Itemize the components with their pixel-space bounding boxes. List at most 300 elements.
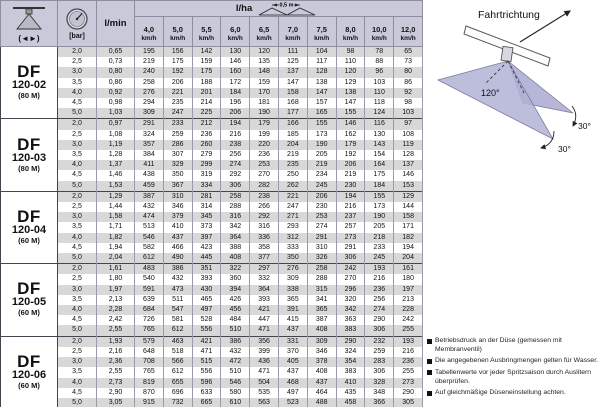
note-item	[427, 369, 599, 387]
flow-cell: 2,55	[97, 367, 135, 377]
rate-cell: 96	[365, 67, 394, 77]
rate-cell: 388	[221, 243, 250, 253]
rate-cell: 432	[221, 347, 250, 357]
rate-cell: 915	[135, 398, 164, 407]
rate-cell: 299	[192, 160, 221, 170]
rate-cell: 97	[394, 119, 423, 130]
rate-cell: 270	[250, 170, 279, 180]
pressure-cell: 4,5	[58, 315, 97, 325]
rate-cell: 190	[250, 108, 279, 119]
rate-cell: 110	[336, 57, 365, 67]
rate-cell: 510	[221, 367, 250, 377]
flow-cell: 1,44	[97, 202, 135, 212]
rate-cell: 193	[365, 264, 394, 275]
nozzle-spacing-icon	[257, 1, 321, 16]
speed-header-12-0: 12,0 km/h	[394, 17, 423, 47]
pressure-cell: 3,0	[58, 67, 97, 77]
rate-cell: 430	[192, 285, 221, 295]
pressure-cell: 3,0	[58, 140, 97, 150]
rate-cell: 610	[221, 398, 250, 407]
rate-cell: 256	[221, 150, 250, 160]
spacing-label: 0,5 m	[279, 2, 294, 9]
data-row	[1, 202, 423, 212]
rate-cell: 363	[336, 315, 365, 325]
rate-cell: 471	[250, 367, 279, 377]
rate-cell: 292	[250, 212, 279, 222]
rate-cell: 247	[278, 202, 307, 212]
flow-cell: 0,86	[97, 78, 135, 88]
rate-cell: 612	[135, 253, 164, 264]
data-row	[1, 305, 423, 315]
rate-cell: 180	[394, 274, 423, 284]
rate-cell: 253	[250, 160, 279, 170]
data-row	[1, 315, 423, 325]
rate-cell: 437	[163, 233, 192, 243]
rate-cell: 135	[250, 57, 279, 67]
rate-cell: 497	[192, 305, 221, 315]
rate-cell: 315	[307, 285, 336, 295]
data-row	[1, 191, 423, 202]
pressure-cell: 5,0	[58, 325, 97, 336]
note-text: Betriebsdruck an der Düse (gemessen mit Membranventil)	[435, 337, 562, 353]
pressure-cell: 4,5	[58, 243, 97, 253]
rate-cell: 819	[135, 378, 164, 388]
rate-cell: 147	[278, 78, 307, 88]
rate-cell: 345	[192, 212, 221, 222]
flow-cell: 1,80	[97, 274, 135, 284]
rate-cell: 266	[250, 202, 279, 212]
rate-cell: 177	[278, 108, 307, 119]
rate-cell: 556	[192, 325, 221, 336]
rate-cell: 179	[250, 119, 279, 130]
rate-cell: 274	[307, 222, 336, 232]
rate-cell: 310	[307, 243, 336, 253]
pressure-cell: 4,0	[58, 378, 97, 388]
flow-cell: 2,28	[97, 305, 135, 315]
rate-cell: 547	[163, 305, 192, 315]
rate-cell: 98	[394, 98, 423, 108]
rate-cell: 437	[278, 325, 307, 336]
rate-cell: 146	[221, 57, 250, 67]
rate-cell: 488	[307, 398, 336, 407]
rate-cell: 350	[278, 253, 307, 264]
rate-cell: 129	[336, 78, 365, 88]
rate-cell: 205	[365, 222, 394, 232]
pressure-cell: 2,0	[58, 119, 97, 130]
pressure-cell: 2,0	[58, 191, 97, 202]
rate-cell: 484	[221, 315, 250, 325]
rate-cell: 510	[221, 325, 250, 336]
flow-cell: 1,71	[97, 222, 135, 232]
data-row	[1, 295, 423, 305]
rate-cell: 283	[365, 357, 394, 367]
bullet-square-icon	[427, 370, 432, 375]
rate-cell: 379	[163, 212, 192, 222]
rate-cell: 612	[163, 325, 192, 336]
rate-cell: 497	[278, 388, 307, 398]
rate-cell: 387	[135, 191, 164, 202]
flow-cell: 0,97	[97, 119, 135, 130]
rate-cell: 297	[250, 264, 279, 275]
rate-cell: 436	[250, 357, 279, 367]
rate-cell: 432	[163, 274, 192, 284]
rate-cell: 296	[336, 285, 365, 295]
pressure-cell: 2,5	[58, 274, 97, 284]
flow-cell: 1,03	[97, 108, 135, 119]
rate-cell: 377	[250, 253, 279, 264]
rate-cell: 206	[163, 78, 192, 88]
rate-cell: 238	[250, 191, 279, 202]
rate-cell: 579	[135, 336, 164, 347]
nozzle-cap-icon: (◄►)	[18, 33, 40, 43]
rate-cell: 156	[163, 47, 192, 58]
nozzle-label-120-03: DF 120-03 (80 M)	[1, 119, 58, 191]
rate-cell: 282	[250, 181, 279, 192]
rate-cell: 411	[135, 160, 164, 170]
rate-cell: 270	[336, 274, 365, 284]
rate-cell: 159	[250, 78, 279, 88]
rate-cell: 234	[307, 170, 336, 180]
pressure-cell: 5,0	[58, 253, 97, 264]
note-item	[427, 337, 599, 355]
data-row	[1, 388, 423, 398]
rate-cell: 288	[221, 202, 250, 212]
rate-cell: 358	[250, 243, 279, 253]
rate-cell: 726	[135, 315, 164, 325]
rate-cell: 474	[135, 212, 164, 222]
rate-cell: 164	[365, 160, 394, 170]
rate-cell: 334	[192, 181, 221, 192]
rate-cell: 546	[221, 378, 250, 388]
rate-cell: 137	[394, 160, 423, 170]
rate-cell: 393	[192, 274, 221, 284]
rate-cell: 408	[307, 367, 336, 377]
rate-cell: 580	[221, 388, 250, 398]
rate-cell: 458	[336, 398, 365, 407]
nozzle-fan-icon	[7, 5, 51, 33]
rate-cell: 196	[221, 98, 250, 108]
rate-cell: 563	[250, 398, 279, 407]
rate-cell: 596	[192, 378, 221, 388]
data-row	[1, 88, 423, 98]
rate-cell: 464	[307, 388, 336, 398]
data-row	[1, 233, 423, 243]
data-row	[1, 398, 423, 407]
rate-cell: 193	[394, 336, 423, 347]
rate-cell: 356	[250, 336, 279, 347]
rate-cell: 219	[135, 57, 164, 67]
rate-cell: 179	[336, 140, 365, 150]
rate-header	[135, 1, 423, 17]
pressure-cell: 2,5	[58, 130, 97, 140]
rate-cell: 245	[365, 253, 394, 264]
pressure-unit-label: [bar]	[69, 32, 85, 40]
rate-cell: 111	[278, 47, 307, 58]
rate-cell: 286	[163, 140, 192, 150]
rate-cell: 103	[365, 78, 394, 88]
rate-cell: 110	[365, 88, 394, 98]
rate-cell: 490	[163, 253, 192, 264]
data-row	[1, 67, 423, 77]
rate-cell: 332	[250, 274, 279, 284]
rate-cell: 291	[135, 119, 164, 130]
rate-cell: 190	[365, 212, 394, 222]
rate-cell: 354	[336, 357, 365, 367]
nozzle-label-120-04: DF 120-04 (60 M)	[1, 191, 58, 263]
rate-cell: 125	[278, 57, 307, 67]
rate-cell: 293	[278, 222, 307, 232]
rate-cell: 157	[307, 98, 336, 108]
rate-cell: 170	[250, 88, 279, 98]
data-row	[1, 253, 423, 264]
rate-cell: 378	[307, 357, 336, 367]
rate-cell: 104	[307, 47, 336, 58]
rate-cell: 528	[192, 315, 221, 325]
rate-cell: 535	[250, 388, 279, 398]
bullet-square-icon	[427, 391, 432, 396]
rate-cell: 137	[278, 67, 307, 77]
rate-cell: 432	[135, 202, 164, 212]
pressure-cell: 3,0	[58, 212, 97, 222]
rate-cell: 639	[135, 295, 164, 305]
rate-cell: 408	[221, 253, 250, 264]
rate-cell: 257	[336, 222, 365, 232]
rate-cell: 144	[394, 202, 423, 212]
rate-cell: 173	[307, 130, 336, 140]
rate-cell: 242	[336, 264, 365, 275]
rate-cell: 216	[365, 274, 394, 284]
nozzle-column-header	[1, 1, 58, 47]
rate-cell: 463	[163, 336, 192, 347]
rate-cell: 233	[365, 243, 394, 253]
rate-cell: 258	[135, 78, 164, 88]
rate-cell: 291	[336, 243, 365, 253]
rate-cell: 205	[307, 150, 336, 160]
rate-cell: 305	[394, 398, 423, 407]
rate-cell: 213	[394, 295, 423, 305]
rate-cell: 471	[192, 347, 221, 357]
pressure-cell: 3,5	[58, 150, 97, 160]
rate-cell: 410	[336, 378, 365, 388]
note-item	[427, 357, 599, 366]
rate-cell: 346	[163, 202, 192, 212]
rate-cell: 290	[336, 336, 365, 347]
rate-cell: 221	[163, 88, 192, 98]
rate-cell: 306	[336, 253, 365, 264]
rate-cell: 184	[221, 88, 250, 98]
pressure-cell: 4,0	[58, 160, 97, 170]
rate-cell: 472	[221, 357, 250, 367]
rate-cell: 364	[221, 233, 250, 243]
rate-cell: 259	[365, 347, 394, 357]
data-row	[1, 274, 423, 284]
rate-cell: 394	[221, 285, 250, 295]
direction-label: Fahrtrichtung	[478, 9, 540, 21]
rate-cell: 242	[394, 315, 423, 325]
rate-cell: 665	[192, 398, 221, 407]
rate-cell: 128	[307, 67, 336, 77]
rate-cell: 235	[278, 160, 307, 170]
rate-cell: 765	[135, 325, 164, 336]
rate-cell: 271	[278, 212, 307, 222]
rate-cell: 523	[278, 398, 307, 407]
rate-cell: 540	[135, 274, 164, 284]
rate-cell: 309	[278, 274, 307, 284]
rate-cell: 307	[163, 150, 192, 160]
data-row	[1, 367, 423, 377]
data-row	[1, 160, 423, 170]
flow-cell: 0,65	[97, 47, 135, 58]
rate-cell: 206	[221, 108, 250, 119]
rate-cell: 237	[336, 212, 365, 222]
speed-header-6-5: 6,5 km/h	[250, 17, 279, 47]
flow-cell: 0,98	[97, 98, 135, 108]
rate-cell: 333	[278, 243, 307, 253]
pressure-cell: 2,5	[58, 57, 97, 67]
rate-cell: 120	[336, 67, 365, 77]
rate-cell: 184	[365, 181, 394, 192]
flow-cell: 1,29	[97, 191, 135, 202]
rate-cell: 765	[135, 367, 164, 377]
flow-cell: 2,36	[97, 357, 135, 367]
data-row	[1, 264, 423, 275]
rate-cell: 158	[394, 212, 423, 222]
pressure-cell: 4,0	[58, 305, 97, 315]
rate-cell: 240	[135, 67, 164, 77]
speed-header-5-5: 5,5 km/h	[192, 17, 221, 47]
rate-cell: 219	[307, 160, 336, 170]
rate-cell: 162	[336, 130, 365, 140]
speed-header-6-0: 6,0 km/h	[221, 17, 250, 47]
data-row	[1, 285, 423, 295]
angle-backward-label: 30°	[558, 144, 571, 154]
rate-cell: 195	[135, 47, 164, 58]
speed-header-8-0: 8,0 km/h	[336, 17, 365, 47]
flow-cell: 1,37	[97, 160, 135, 170]
flow-cell: 1,19	[97, 140, 135, 150]
rate-cell: 255	[394, 325, 423, 336]
data-row	[1, 130, 423, 140]
rate-cell: 566	[163, 357, 192, 367]
rate-cell: 329	[163, 160, 192, 170]
rate-cell: 367	[163, 181, 192, 192]
rate-cell: 225	[192, 108, 221, 119]
rate-cell: 281	[192, 191, 221, 202]
speed-header-7-5: 7,5 km/h	[307, 17, 336, 47]
data-row	[1, 108, 423, 119]
rate-unit-label: l/ha	[235, 3, 253, 14]
rate-cell: 473	[163, 285, 192, 295]
rate-cell: 129	[394, 191, 423, 202]
rate-cell: 166	[278, 119, 307, 130]
data-row	[1, 57, 423, 67]
rate-cell: 146	[336, 119, 365, 130]
rate-cell: 86	[394, 78, 423, 88]
rate-cell: 326	[307, 253, 336, 264]
pressure-cell: 2,0	[58, 264, 97, 275]
pressure-cell: 2,5	[58, 347, 97, 357]
rate-cell: 190	[307, 140, 336, 150]
rate-cell: 357	[135, 140, 164, 150]
rate-cell: 185	[278, 130, 307, 140]
rate-cell: 175	[192, 67, 221, 77]
rate-cell: 262	[278, 181, 307, 192]
rate-cell: 365	[307, 305, 336, 315]
rate-cell: 220	[250, 140, 279, 150]
rate-cell: 309	[307, 336, 336, 347]
rate-cell: 258	[221, 191, 250, 202]
data-row	[1, 170, 423, 180]
note-text: Die angegebenen Ausbringmengen gelten für Wasser.	[435, 357, 598, 365]
rate-cell: 250	[278, 170, 307, 180]
flow-cell: 2,16	[97, 347, 135, 357]
pressure-cell: 3,5	[58, 295, 97, 305]
data-row	[1, 181, 423, 192]
speed-header-7-0: 7,0 km/h	[278, 17, 307, 47]
rate-cell: 154	[365, 150, 394, 160]
rate-cell: 197	[394, 285, 423, 295]
rate-cell: 364	[250, 285, 279, 295]
rate-cell: 408	[307, 325, 336, 336]
rate-cell: 435	[336, 388, 365, 398]
rate-cell: 421	[250, 305, 279, 315]
rate-cell: 103	[394, 108, 423, 119]
rate-cell: 294	[135, 98, 164, 108]
rate-cell: 168	[278, 98, 307, 108]
flow-cell: 0,92	[97, 88, 135, 98]
rate-cell: 158	[278, 88, 307, 98]
rate-cell: 306	[365, 367, 394, 377]
rate-cell: 426	[221, 295, 250, 305]
data-row	[1, 140, 423, 150]
rate-cell: 319	[192, 170, 221, 180]
rate-cell: 360	[221, 274, 250, 284]
rate-cell: 73	[394, 57, 423, 67]
rate-cell: 175	[365, 170, 394, 180]
speed-header-5-0: 5,0 km/h	[163, 17, 192, 47]
rate-cell: 194	[394, 243, 423, 253]
rate-cell: 256	[365, 295, 394, 305]
data-row	[1, 243, 423, 253]
rate-cell: 228	[394, 305, 423, 315]
rate-cell: 142	[192, 47, 221, 58]
rate-cell: 199	[250, 130, 279, 140]
flow-cell: 1,97	[97, 285, 135, 295]
flow-cell: 1,08	[97, 130, 135, 140]
rate-cell: 147	[336, 98, 365, 108]
nozzle-body	[501, 46, 513, 61]
rate-cell: 870	[135, 388, 164, 398]
nozzle-label-120-05: DF 120-05 (60 M)	[1, 264, 58, 336]
rate-cell: 292	[221, 170, 250, 180]
rate-cell: 165	[307, 108, 336, 119]
pressure-cell: 2,0	[58, 47, 97, 58]
rate-cell: 274	[221, 160, 250, 170]
pressure-cell: 4,5	[58, 98, 97, 108]
flow-cell: 1,94	[97, 243, 135, 253]
rate-cell: 236	[365, 285, 394, 295]
rate-cell: 309	[135, 108, 164, 119]
pressure-cell: 2,5	[58, 202, 97, 212]
rate-cell: 160	[221, 67, 250, 77]
rate-cell: 351	[192, 264, 221, 275]
flow-cell: 2,73	[97, 378, 135, 388]
rate-cell: 258	[307, 264, 336, 275]
rate-cell: 188	[192, 78, 221, 88]
rate-cell: 201	[192, 88, 221, 98]
rate-cell: 192	[163, 67, 192, 77]
pressure-gauge-icon	[65, 7, 89, 31]
